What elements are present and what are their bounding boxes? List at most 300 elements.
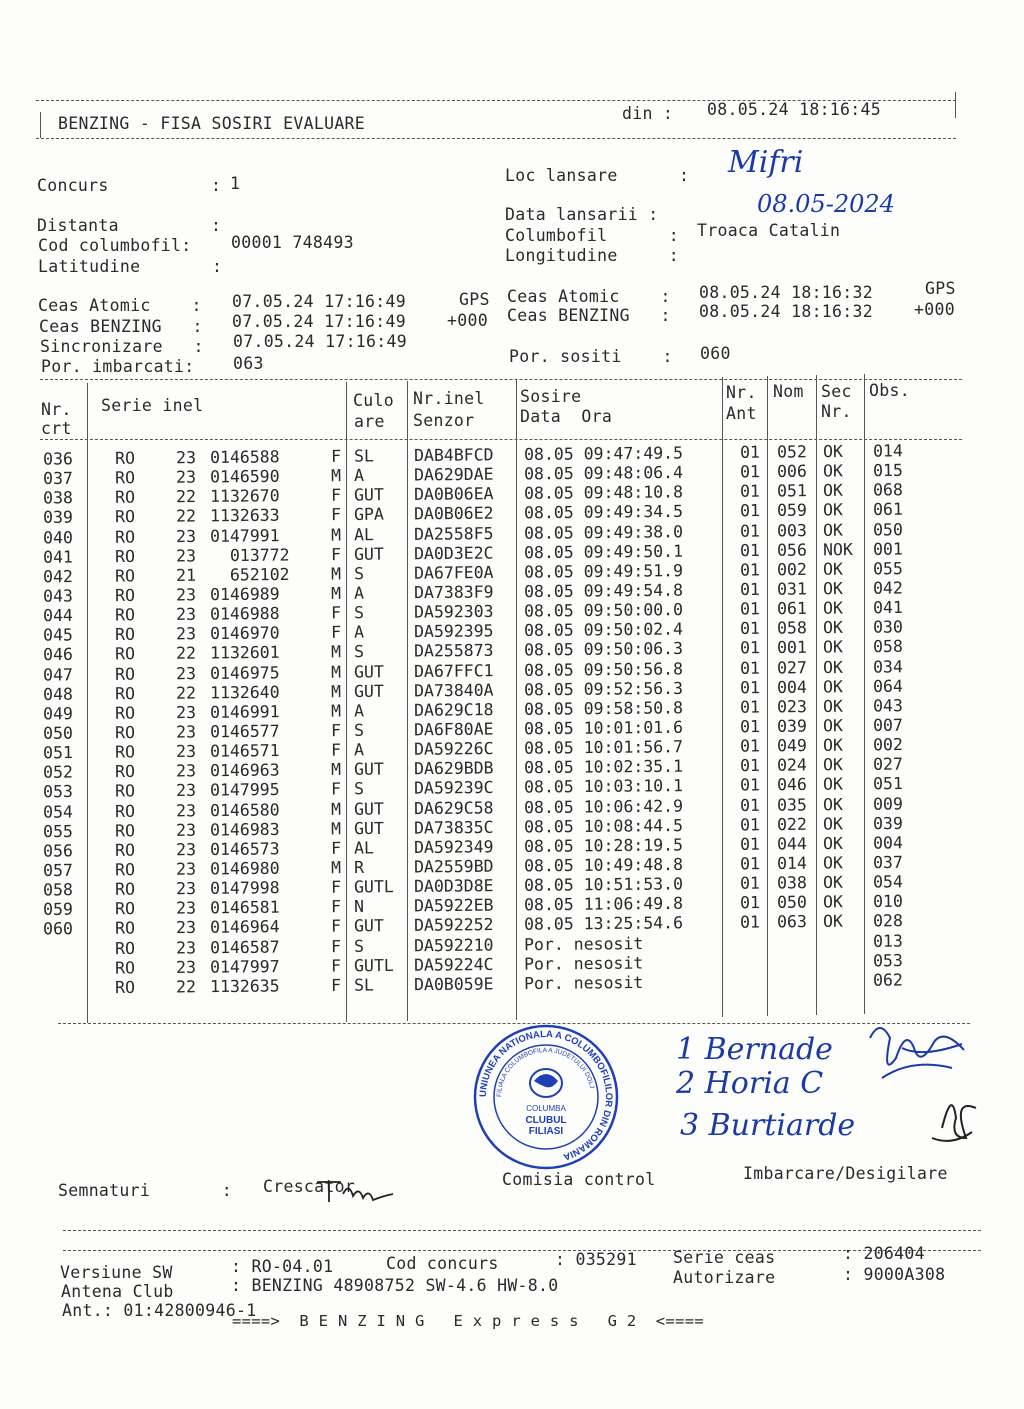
cell-an: 23: [175, 546, 197, 566]
cell-culoare: GUT: [353, 916, 384, 936]
cell-senzor: DA59226C: [413, 739, 494, 759]
cell-culoare: GUT: [353, 661, 384, 682]
cell-obs: 034: [872, 656, 903, 677]
cell-nr: 0146980: [209, 858, 280, 879]
sincronizare-value: 07.05.24 17:16:49: [233, 332, 407, 351]
loc-lansare-label: Loc lansare :: [505, 166, 690, 185]
cell-obs: 039: [872, 813, 903, 833]
cell-sec: OK: [822, 872, 844, 893]
cell-nr: 1132601: [209, 643, 280, 663]
sositi-value: 060: [700, 344, 731, 363]
cell-sex: M: [330, 799, 342, 819]
cell-sosire: 08.05 09:49:54.8: [523, 580, 684, 602]
cell-culoare: S: [353, 779, 365, 799]
cell-an: 23: [175, 722, 197, 742]
cell-an: 23: [175, 879, 197, 899]
benzing-express-banner: ====> B E N Z I N G E x p r e s s G 2 <====: [232, 1312, 704, 1330]
cell-nom: 051: [776, 481, 807, 501]
cell-sec: OK: [822, 461, 844, 481]
antena-label: Antena Club: [61, 1282, 174, 1301]
cell-culoare: R: [353, 857, 365, 878]
cod-concurs-value: : 035291: [555, 1250, 637, 1269]
cell-obs: 054: [872, 872, 903, 892]
cell-senzor: DA0D3E2C: [413, 543, 494, 563]
cell-sosire: 08.05 10:51:53.0: [523, 874, 684, 895]
cell-sosire: 08.05 09:48:10.8: [523, 482, 684, 504]
cell-senzor: DA59239C: [413, 778, 494, 799]
imbarcati-label: Por. imbarcati:: [41, 357, 195, 376]
cell-tara: RO: [114, 507, 136, 527]
cell-nom: 050: [776, 892, 807, 913]
header-serie-inel: Serie inel: [101, 396, 204, 415]
cell-tara: RO: [114, 879, 136, 899]
cell-culoare: GUT: [353, 544, 384, 564]
cell-an: 23: [175, 761, 197, 781]
cell-nom: 044: [776, 834, 807, 854]
cell-ant: 01: [739, 638, 761, 658]
cell-an: 23: [175, 820, 197, 840]
cell-sec: OK: [822, 716, 844, 736]
cell-sosire: 08.05 09:50:02.4: [523, 619, 684, 641]
header-sec: Sec: [821, 382, 852, 401]
header-nr: Nr.: [41, 400, 72, 419]
cell-nom: 031: [776, 579, 807, 599]
cell-ant: 01: [739, 834, 761, 854]
cell-senzor: DA0B059E: [413, 974, 494, 994]
cell-crt: 042: [42, 566, 73, 587]
cell-ant: 01: [739, 756, 761, 776]
cell-sec: OK: [822, 892, 844, 912]
cell-culoare: S: [353, 642, 365, 662]
cell-obs: 028: [872, 911, 903, 931]
cell-sosire: 08.05 10:06:42.9: [523, 796, 684, 817]
cell-senzor: DA592210: [413, 935, 494, 955]
cell-obs: 010: [872, 891, 903, 912]
cell-sosire: 08.05 09:49:38.0: [523, 521, 684, 543]
cell-sex: F: [330, 544, 342, 564]
cell-an: 23: [175, 918, 197, 938]
cell-tara: RO: [114, 644, 136, 664]
cell-ant: 01: [739, 893, 761, 913]
cell-crt: 053: [42, 782, 73, 802]
cell-ant: 01: [739, 599, 761, 619]
cell-ant: 01: [739, 716, 761, 737]
ceas-benzing-right-label: Ceas BENZING :: [507, 306, 671, 325]
ceas-atomic-right-label: Ceas Atomic :: [507, 287, 671, 306]
cell-obs: 037: [872, 852, 903, 873]
cell-sex: F: [330, 897, 342, 917]
cell-senzor: DA59224C: [413, 954, 494, 975]
data-lansarii-label: Data lansarii :: [505, 205, 659, 224]
cell-senzor: DA629DAE: [413, 464, 494, 485]
cell-obs: 015: [872, 460, 903, 481]
cell-ant: 01: [739, 697, 761, 717]
cell-an: 23: [175, 741, 197, 762]
cell-sec: OK: [822, 794, 844, 814]
cell-nom: 038: [776, 873, 807, 893]
cell-obs: 043: [872, 696, 903, 716]
ceas-benzing-right-suffix: +000: [914, 300, 955, 319]
cell-sec: OK: [822, 696, 844, 716]
din-value: 08.05.24 18:16:45: [707, 100, 881, 119]
cell-crt: 037: [42, 468, 73, 489]
cell-ant: 01: [739, 521, 761, 541]
cell-culoare: N: [353, 897, 365, 917]
header-senzor: Senzor: [413, 411, 475, 430]
cell-an: 23: [175, 663, 197, 683]
cell-nr: 0146991: [209, 701, 280, 722]
cell-tara: RO: [114, 762, 136, 782]
cod-concurs-label: Cod concurs: [386, 1254, 499, 1273]
cell-tara: RO: [114, 977, 136, 997]
handwritten-line-3: 3 Burtiarde: [680, 1108, 856, 1143]
cell-sec: OK: [822, 618, 844, 638]
header-crt: crt: [41, 419, 72, 438]
cell-tara: RO: [114, 938, 136, 958]
cell-senzor: DA73840A: [413, 680, 494, 701]
cell-crt: 045: [42, 625, 73, 645]
ceas-atomic-left-value: 07.05.24 17:16:49: [232, 292, 406, 311]
document-title: BENZING - FISA SOSIRI EVALUARE: [58, 114, 366, 133]
cell-crt: 055: [42, 821, 73, 841]
cell-ant: 01: [739, 442, 761, 462]
cell-nr: 652102: [209, 564, 290, 585]
cell-sosire: 08.05 09:58:50.8: [523, 698, 684, 719]
cell-nr: 0147998: [209, 878, 280, 898]
cell-tara: RO: [114, 899, 136, 919]
cell-ant: 01: [739, 501, 761, 521]
cell-crt: 040: [42, 527, 73, 547]
cell-sec: OK: [822, 598, 844, 618]
stamp-outer-text: UNIUNEA NATIONALA A COLUMBOFILILOR DIN ROMANIA: [477, 1028, 615, 1163]
cell-tara: RO: [114, 683, 136, 703]
cell-senzor: DA5922EB: [413, 895, 494, 916]
cell-culoare: GUTL: [353, 877, 394, 897]
cell-tara: RO: [114, 546, 136, 566]
cell-culoare: S: [353, 564, 365, 584]
cell-obs: 062: [872, 970, 903, 990]
cell-sex: F: [330, 623, 342, 643]
cell-sosire: 08.05 09:47:49.5: [523, 443, 684, 464]
cell-sex: F: [330, 916, 342, 936]
cell-tara: RO: [114, 820, 136, 841]
cell-obs: 007: [872, 715, 903, 735]
antenna-id: Ant.: 01:42800946-1: [62, 1301, 257, 1320]
cell-culoare: GUT: [353, 759, 384, 780]
sositi-label: Por. sositi :: [509, 347, 673, 366]
cell-crt: 050: [42, 723, 73, 743]
imbarcare-label: Imbarcare/Desigilare: [743, 1164, 948, 1183]
header-right-bar: [955, 92, 956, 118]
cell-an: 23: [175, 839, 197, 860]
header-data-ora: Data Ora: [520, 407, 613, 426]
serie-ceas-value: : 206404: [843, 1244, 925, 1263]
cell-sosire: 08.05 11:06:49.8: [523, 894, 684, 915]
cell-tara: RO: [114, 448, 136, 468]
cell-an: 22: [175, 683, 197, 703]
ceas-atomic-left-label: Ceas Atomic :: [38, 296, 202, 315]
cell-nr: 0146975: [209, 662, 280, 683]
cell-tara: RO: [114, 625, 136, 645]
cell-sosire: 08.05 09:50:06.3: [523, 639, 684, 660]
cell-senzor: DA592349: [413, 837, 494, 857]
cell-nr: 0147991: [209, 525, 280, 546]
header-culo: Culo: [353, 391, 394, 410]
cell-tara: RO: [114, 468, 136, 488]
imbarcati-value: 063: [233, 354, 264, 373]
cell-tara: RO: [114, 860, 136, 880]
cell-nom: 052: [776, 442, 807, 462]
cell-sex: F: [330, 740, 342, 760]
ceas-benzing-left-label: Ceas BENZING :: [39, 317, 203, 336]
header-are: are: [354, 412, 385, 431]
cell-nom: 035: [776, 794, 807, 815]
cell-crt: 049: [42, 703, 73, 724]
cell-crt: 044: [42, 606, 73, 626]
cell-culoare: GUT: [353, 798, 384, 819]
cell-nr: 1132635: [209, 976, 280, 996]
cell-tara: RO: [114, 487, 136, 508]
cell-nr: 0146989: [209, 584, 280, 605]
cell-culoare: A: [353, 740, 365, 760]
cell-crt: 060: [42, 919, 73, 939]
cell-senzor: DA2559BD: [413, 856, 494, 877]
cell-nom: 023: [776, 696, 807, 717]
cell-sex: F: [330, 779, 342, 799]
ceas-atomic-left-suffix: GPS: [459, 290, 490, 309]
cell-nom: 063: [776, 912, 807, 932]
cell-nr: 0146964: [209, 917, 280, 938]
header-left-bar: [40, 112, 41, 138]
cell-ant: 01: [739, 775, 761, 795]
cell-sex: F: [330, 446, 342, 466]
cell-culoare: S: [353, 936, 365, 956]
cell-culoare: SL: [353, 975, 375, 995]
cell-sex: M: [330, 525, 342, 545]
cell-senzor: DA0B06E2: [413, 504, 494, 524]
cell-nr: 1132640: [209, 682, 280, 703]
cell-nr: 1132633: [209, 506, 280, 526]
cell-sec: OK: [822, 579, 844, 599]
cell-culoare: GUT: [353, 485, 384, 505]
cell-an: 23: [175, 957, 197, 977]
cell-an: 23: [175, 526, 197, 546]
cell-nom: 006: [776, 461, 807, 482]
cell-nr: 0146970: [209, 623, 280, 644]
cell-ant: 01: [739, 579, 761, 600]
cell-nom: 059: [776, 501, 807, 521]
cell-senzor: DA255873: [413, 641, 494, 661]
cell-tara: RO: [114, 781, 136, 801]
cod-columbofil-label: Cod columbofil:: [38, 236, 192, 255]
cell-tara: RO: [114, 566, 136, 586]
cell-sec: NOK: [822, 539, 853, 560]
cell-an: 23: [175, 624, 197, 644]
cell-obs: 014: [872, 441, 903, 461]
ceas-benzing-left-suffix: +000: [447, 311, 488, 330]
cell-crt: 058: [42, 880, 73, 900]
cell-tara: RO: [114, 527, 136, 547]
cell-crt: 043: [42, 586, 73, 606]
cell-nr: 013772: [209, 545, 290, 565]
cell-obs: 042: [872, 578, 903, 598]
cell-sec: OK: [822, 676, 844, 697]
cell-an: 23: [175, 859, 197, 879]
cell-culoare: AL: [353, 838, 375, 858]
cell-senzor: DA6F80AE: [413, 719, 494, 740]
cell-sec: OK: [822, 814, 844, 834]
header-nom: Nom: [773, 382, 804, 401]
cell-sosire: 08.05 13:25:54.6: [523, 913, 684, 935]
cell-sec: OK: [822, 735, 844, 755]
columbofil-label: Columbofil :: [505, 226, 679, 245]
cell-ant: 01: [739, 619, 761, 639]
stamp-center-2: CLUBUL: [525, 1115, 567, 1126]
concurs-value: 1: [230, 174, 241, 193]
cell-sex: F: [330, 936, 342, 956]
cell-crt: 048: [42, 684, 73, 704]
cell-nom: 001: [776, 638, 807, 658]
cell-ant: 01: [739, 481, 761, 502]
cell-obs: 009: [872, 793, 903, 814]
cell-nr: 0146983: [209, 819, 280, 840]
cell-crt: 036: [42, 449, 73, 469]
cell-tara: RO: [114, 664, 136, 684]
cell-sosire: Por. nesosit: [523, 972, 644, 993]
cell-sec: OK: [822, 500, 844, 520]
cell-sosire: 08.05 09:50:56.8: [523, 658, 684, 680]
cell-tara: RO: [114, 918, 136, 939]
cell-obs: 004: [872, 833, 903, 853]
cell-sec: OK: [822, 559, 844, 579]
cell-senzor: DA629BDB: [413, 758, 494, 779]
semnaturi-label: Semnaturi :: [58, 1181, 232, 1200]
cell-sec: OK: [822, 657, 844, 677]
cell-an: 23: [175, 898, 197, 918]
cell-senzor: DA67FFC1: [413, 660, 494, 681]
cell-nom: 027: [776, 657, 807, 678]
cell-an: 23: [175, 781, 197, 801]
cell-culoare: SL: [353, 446, 375, 466]
cell-obs: 051: [872, 774, 903, 794]
cell-sosire: 08.05 10:01:01.6: [523, 717, 684, 739]
cell-tara: RO: [114, 722, 136, 743]
cell-sex: M: [330, 642, 342, 662]
header-nr-ant: Nr.: [726, 383, 757, 402]
distanta-label: Distanta :: [37, 216, 222, 235]
cell-sex: F: [330, 956, 342, 976]
table-top-rule: [40, 379, 962, 380]
cell-obs: 001: [872, 539, 903, 559]
cell-nom: 061: [776, 598, 807, 619]
handwritten-line-1: 1 Bernade: [676, 1032, 833, 1067]
cell-senzor: DA592303: [413, 601, 494, 622]
cell-sec: OK: [822, 520, 844, 540]
cell-sosire: 08.05 09:50:00.0: [523, 600, 684, 621]
autorizare-label: Autorizare: [673, 1268, 776, 1287]
cell-ant: 01: [739, 677, 761, 697]
autorizare-value: : 9000A308: [843, 1265, 946, 1284]
header-nr-inel: Nr.inel: [413, 389, 485, 408]
cell-obs: 050: [872, 519, 903, 539]
cell-nom: 014: [776, 853, 807, 873]
header-obs: Obs.: [869, 381, 910, 400]
cell-sec: OK: [822, 833, 844, 853]
cell-culoare: A: [353, 583, 365, 603]
stamp-center-1: COLUMBA: [526, 1104, 566, 1113]
versiune-label: Versiune SW: [60, 1263, 173, 1282]
ceas-atomic-right-suffix: GPS: [925, 279, 956, 298]
cell-an: 22: [175, 487, 197, 507]
cell-culoare: GUT: [353, 681, 384, 701]
cell-culoare: GUTL: [353, 955, 394, 975]
din-label: din :: [622, 104, 674, 123]
cell-obs: 055: [872, 558, 903, 579]
cell-senzor: DA73835C: [413, 817, 494, 838]
cell-sosire: 08.05 10:02:35.1: [523, 756, 684, 778]
cell-crt: 047: [42, 664, 73, 685]
cell-sosire: 08.05 10:08:44.5: [523, 815, 684, 837]
cell-tara: RO: [114, 605, 136, 625]
cell-senzor: DA7383F9: [413, 582, 494, 603]
cell-crt: 046: [42, 645, 73, 665]
loc-lansare-handwritten: Mifri: [728, 145, 804, 180]
cell-culoare: A: [353, 466, 365, 486]
cell-nr: 0147995: [209, 780, 280, 801]
cell-senzor: DA2558F5: [413, 523, 494, 544]
cell-sex: M: [330, 701, 342, 721]
cell-sex: M: [330, 466, 342, 486]
cell-crt: 059: [42, 899, 73, 920]
cell-sex: F: [330, 505, 342, 525]
cell-sosire: 08.05 09:49:51.9: [523, 560, 684, 582]
signature-scribbles: [862, 1008, 992, 1158]
cell-obs: 053: [872, 950, 903, 970]
cell-an: 23: [175, 937, 197, 958]
cell-ant: 01: [739, 658, 761, 678]
cell-sex: M: [330, 760, 342, 780]
cell-nom: 024: [776, 755, 807, 775]
header-bottom-rule: [36, 138, 956, 139]
cell-senzor: DA592252: [413, 915, 494, 936]
cell-an: 22: [175, 977, 197, 997]
table-header-rule: [40, 439, 962, 440]
cell-sex: F: [330, 877, 342, 897]
cell-crt: 041: [42, 547, 73, 567]
cell-obs: 027: [872, 754, 903, 775]
cell-an: 23: [175, 604, 197, 625]
longitudine-label: Longitudine :: [505, 246, 679, 265]
cell-sec: OK: [822, 853, 844, 873]
cell-sex: M: [330, 583, 342, 603]
cell-tara: RO: [114, 958, 136, 978]
cell-sex: F: [330, 485, 342, 506]
cell-ant: 01: [739, 854, 761, 874]
cell-nr: 0147997: [209, 956, 280, 977]
cell-an: 21: [175, 565, 197, 585]
footer-top-rule: [63, 1230, 981, 1231]
cell-sec: OK: [822, 481, 844, 501]
cell-ant: 01: [739, 873, 761, 893]
cell-senzor: DA629C58: [413, 797, 494, 818]
crescator-signature: [315, 1176, 405, 1206]
stamp-center-3: FILIASI: [528, 1126, 564, 1137]
cell-sex: F: [330, 720, 342, 741]
cell-crt: 051: [42, 743, 73, 763]
cell-crt: 052: [42, 762, 73, 783]
cell-obs: 068: [872, 480, 903, 500]
cell-sec: OK: [822, 774, 844, 795]
